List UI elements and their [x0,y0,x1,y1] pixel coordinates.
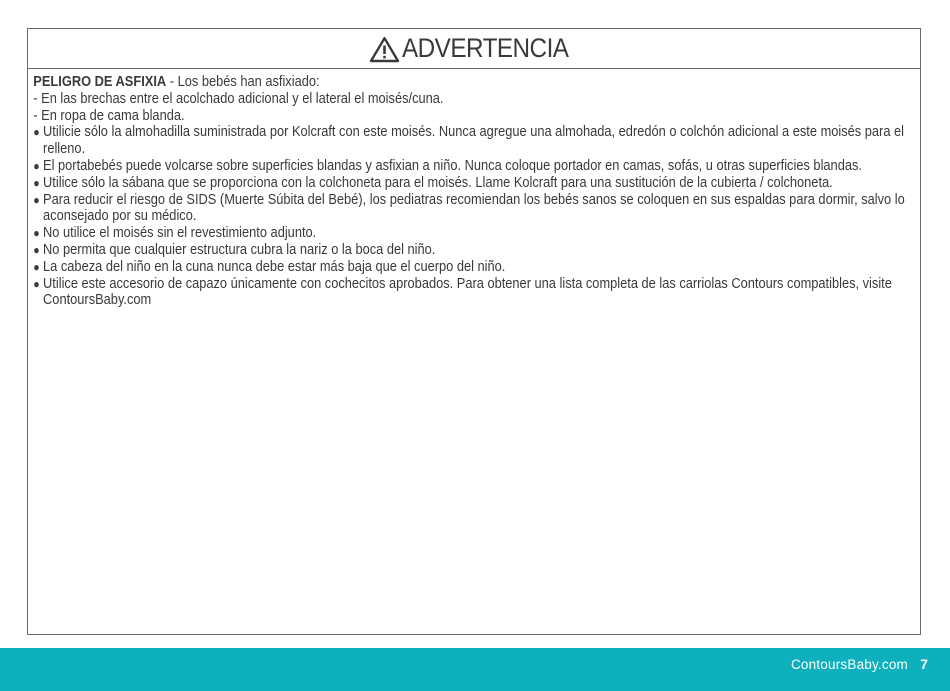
warning-title: ADVERTENCIA [401,33,568,63]
warning-bullet [33,192,909,226]
warning-body [28,69,909,309]
warning-header [28,29,920,69]
bullet-dot-icon: ● [33,242,40,257]
dash-line: - En ropa de cama blanda. [33,107,185,124]
bullet-text: No utilice el moisés sin el revestimiento adjunto. [43,225,317,242]
intro-text: - Los bebés han asfixiado: [166,74,320,90]
warning-bullet [33,158,909,175]
warning-bullet [33,175,909,192]
warning-box [27,28,921,635]
bullet-text: El portabebés puede volcarse sobre superficies blandas y asfixian a niño. Nunca coloque portador en camas, sofás, u otras superficies blandas. [43,157,862,174]
bullet-dot-icon: ● [33,276,40,291]
bullet-text: Utilice este accesorio de capazo únicamente con cochecitos aprobados. Para obtener una lista completa de las carriolas Contours compatibles, visite ContoursBaby.com [43,275,892,309]
bullet-dot-icon: ● [33,175,40,190]
intro-line [33,74,909,91]
bullet-dot-icon: ● [33,158,40,173]
warning-bullet [33,259,909,276]
bullet-text: Para reducir el riesgo de SIDS (Muerte Súbita del Bebé), los pediatras recomiendan los bebés sanos se coloquen en sus espaldas para dormir, salvo lo aconsejado por su médico. [43,191,905,225]
warning-bullet [33,242,909,259]
page-number: 7 [920,656,928,672]
bullet-dot-icon: ● [33,192,40,207]
bullet-text: Utilicie sólo la almohadilla suministrada por Kolcraft con este moisés. Nunca agregue una almohada, edredón o colchón adicional a este moisés para el relleno. [43,124,905,158]
bullet-text: La cabeza del niño en la cuna nunca debe estar más baja que el cuerpo del niño. [43,258,506,275]
bullet-dot-icon: ● [33,259,40,274]
bullet-dot-icon: ● [33,125,40,140]
footer-website: ContoursBaby.com [790,657,908,672]
warning-triangle-icon [369,36,400,63]
footer-bar [0,648,950,691]
warning-bullet [33,225,909,242]
bullet-text: Utilice sólo la sábana que se proporciona con la colchoneta para el moisés. Llame Kolcraft para una sustitución de la cubierta / colchoneta. [43,174,833,191]
warning-bullet [33,124,909,158]
bullet-dot-icon: ● [33,226,40,241]
dash-line: - En las brechas entre el acolchado adicional y el lateral el moisés/cuna. [33,90,444,107]
warning-bullet [33,276,909,310]
bullet-text: No permita que cualquier estructura cubra la nariz o la boca del niño. [43,241,436,258]
choking-hazard-heading: PELIGRO DE ASFIXIA [33,74,167,90]
